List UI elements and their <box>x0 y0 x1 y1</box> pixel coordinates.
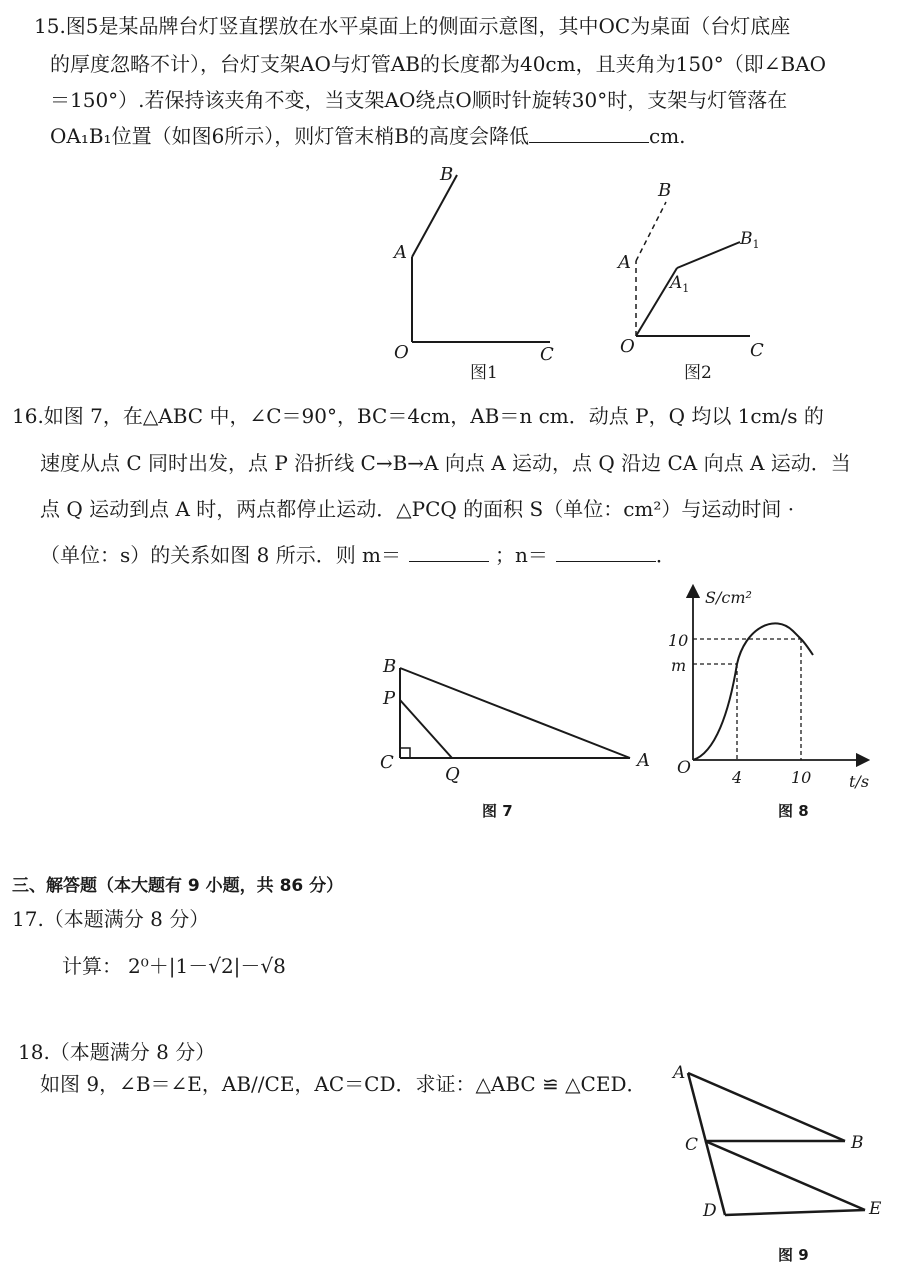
segment-ce <box>705 1141 865 1210</box>
label-o: O <box>620 336 635 357</box>
segment-a1b1 <box>677 242 740 268</box>
label-c: C <box>540 344 554 365</box>
label-c: C <box>685 1135 699 1155</box>
segment-ab-dashed <box>636 202 666 261</box>
q16-line1: 16.如图 7，在△ABC 中，∠C＝90°，BC＝4cm，AB＝n cm．动点 P，Q 均以 1cm/s 的 <box>12 404 824 428</box>
segment-ab <box>412 175 457 257</box>
q17-body <box>62 950 286 982</box>
label-c: C <box>380 752 394 773</box>
y-axis-label: S/cm² <box>705 588 752 607</box>
label-b: B <box>851 1133 864 1153</box>
x-axis-label: t/s <box>849 772 870 791</box>
right-angle-mark <box>400 748 410 758</box>
label-a1: $A_1$ <box>670 273 690 295</box>
q16-fig7-caption: 图 7 <box>482 802 513 820</box>
label-b1: $B_1$ <box>740 229 760 251</box>
q15-answer-blank[interactable] <box>529 124 649 143</box>
q16-line4-b: ；n＝ <box>495 543 548 567</box>
q15-fig2-caption: 图2 <box>684 363 712 383</box>
q16-figure-8-chart <box>665 583 880 798</box>
q18-figure-9 <box>665 1058 885 1238</box>
label-q: Q <box>445 764 460 785</box>
q16-line4-a: （单位：s）的关系如图 8 所示．则 m＝ <box>40 543 402 567</box>
segment-pq <box>400 700 452 758</box>
q15-line4-text: OA₁B₁位置（如图6所示），则灯管末梢B的高度会降低 <box>50 124 529 148</box>
q18-title: 18.（本题满分 8 分） <box>18 1040 216 1064</box>
q16-line2: 速度从点 C 同时出发，点 P 沿折线 C→B→A 向点 A 运动，点 Q 沿边 CA 向点 A 运动．当 <box>40 451 851 475</box>
origin-label: O <box>677 758 691 778</box>
label-p: P <box>383 688 396 709</box>
label-a: A <box>637 750 650 771</box>
q15-figure-2 <box>600 170 800 390</box>
q15-line4 <box>50 120 686 152</box>
q17-prompt: 计算： <box>62 954 122 978</box>
chart-marks <box>693 623 813 760</box>
x-tick-10: 10 <box>791 768 812 787</box>
q16-fig8-caption: 图 8 <box>778 802 809 820</box>
q15-fig1-caption: 图1 <box>470 363 498 383</box>
y-tick-10: 10 <box>668 631 689 650</box>
segment-ab <box>400 668 630 758</box>
q18-fig9-caption: 图 9 <box>778 1246 809 1264</box>
q18-body: 如图 9，∠B＝∠E，AB//CE，AC＝CD．求证：△ABC ≌ △CED． <box>40 1072 647 1096</box>
label-b: B <box>658 180 672 201</box>
segment-de <box>725 1210 865 1215</box>
label-d: D <box>703 1201 717 1221</box>
q16-figure-7 <box>375 650 665 790</box>
label-o: O <box>394 342 409 363</box>
label-b: B <box>383 656 397 677</box>
q17-expression: 2⁰＋|1－√2|－√8 <box>128 954 286 978</box>
q15-line3: ＝150°）.若保持该夹角不变，当支架AO绕点O顺时针旋转30°时，支架与灯管落在 <box>50 88 788 112</box>
label-a: A <box>618 252 631 273</box>
q15-line2: 的厚度忽略不计），台灯支架AO与灯管AB的长度都为40cm，且夹角为150°（即∠BAO <box>50 52 827 76</box>
y-tick-m: m <box>671 656 687 675</box>
q15-line4-unit: cm. <box>649 124 686 148</box>
q15-figure-1 <box>380 160 580 390</box>
label-b: B <box>440 164 454 185</box>
segment-ab <box>688 1073 845 1141</box>
q16-line4 <box>40 539 676 571</box>
q16-line3: 点 Q 运动到点 A 时，两点都停止运动．△PCQ 的面积 S（单位：cm²）与运动时间 · <box>40 497 795 521</box>
q15-line1: 15.图5是某品牌台灯竖直摆放在水平桌面上的侧面示意图，其中OC为桌面（台灯底座 <box>34 14 791 38</box>
q16-answer-m[interactable] <box>409 543 489 562</box>
label-a: A <box>394 242 407 263</box>
q16-answer-n[interactable] <box>556 543 656 562</box>
q16-line4-c: ． <box>655 543 676 567</box>
x-tick-4: 4 <box>732 768 743 787</box>
label-a: A <box>673 1063 686 1083</box>
label-e: E <box>869 1199 882 1219</box>
label-c: C <box>750 340 764 361</box>
q17-title: 17.（本题满分 8 分） <box>12 907 210 931</box>
series-curve <box>693 623 813 760</box>
section-3-heading: 三、解答题（本大题有 9 小题，共 86 分） <box>12 876 344 896</box>
